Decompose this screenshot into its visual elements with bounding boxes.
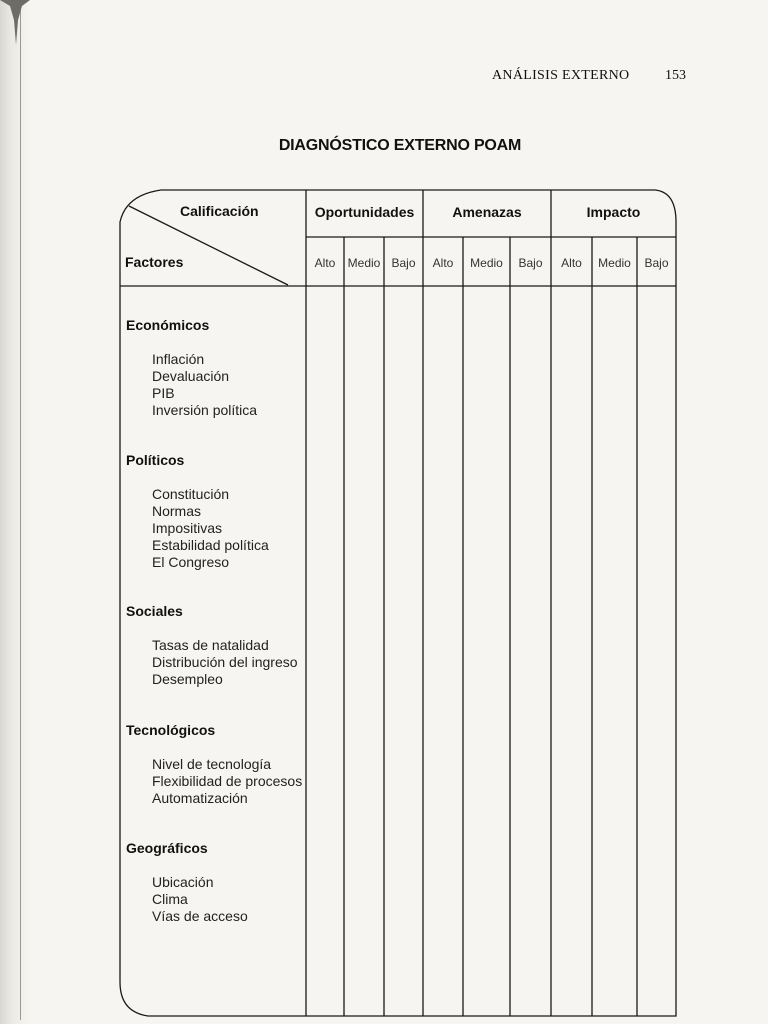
factor-group-geograficos: [126, 840, 311, 925]
col-header-oportunidades: Oportunidades: [314, 204, 415, 220]
factor-group-title: Económicos: [126, 317, 210, 333]
factor-item: El Congreso: [152, 554, 230, 570]
factor-item: Distribución del ingreso: [152, 654, 298, 670]
subheader-amen-bajo: Bajo: [518, 256, 543, 270]
factor-item: Flexibilidad de procesos: [152, 773, 303, 789]
corner-label-calificacion: Calificación: [180, 203, 259, 219]
factor-item: Tasas de natalidad: [152, 637, 269, 653]
factor-item: Impositivas: [152, 520, 223, 536]
factor-item: PIB: [152, 385, 175, 401]
subheader-oport-medio: Medio: [347, 256, 381, 270]
factor-item: Normas: [152, 503, 202, 519]
page-number: 153: [665, 68, 686, 83]
factor-item: Inflación: [152, 351, 205, 367]
col-header-impacto: Impacto: [586, 204, 641, 220]
factor-group-title: Sociales: [126, 603, 183, 619]
factor-item: Inversión política: [152, 402, 258, 418]
subheader-impacto-alto: Alto: [561, 256, 582, 270]
factor-group-title: Políticos: [126, 452, 185, 468]
factor-item: Automatización: [152, 790, 248, 806]
factor-group-tecnologicos: [126, 722, 311, 807]
subheader-amen-medio: Medio: [470, 256, 503, 270]
factor-group-sociales: [126, 603, 311, 688]
factor-item: Nivel de tecnología: [152, 756, 272, 772]
factor-group-economicos: [126, 317, 311, 419]
factor-item: Constitución: [152, 486, 230, 502]
factor-item: Vías de acceso: [152, 908, 248, 924]
col-header-amenazas: Amenazas: [452, 204, 522, 220]
factor-group-title: Tecnológicos: [126, 722, 216, 738]
page-title: DIAGNÓSTICO EXTERNO POAM: [278, 137, 522, 154]
running-head: ANÁLISIS EXTERNO: [492, 68, 630, 83]
subheader-oport-alto: Alto: [314, 256, 336, 270]
subheader-amen-alto: Alto: [432, 256, 454, 270]
factor-group-politicos: [126, 452, 311, 571]
subheader-impacto-bajo: Bajo: [644, 256, 669, 270]
subheader-oport-bajo: Bajo: [391, 256, 416, 270]
factor-item: Estabilidad política: [152, 537, 269, 553]
subheader-impacto-medio: Medio: [598, 256, 631, 270]
factor-group-title: Geográficos: [126, 840, 208, 856]
corner-label-factores: Factores: [125, 254, 184, 270]
factor-item: Clima: [152, 891, 188, 907]
factor-item: Ubicación: [152, 874, 214, 890]
factor-item: Devaluación: [152, 368, 230, 384]
factor-item: Desempleo: [152, 671, 223, 687]
